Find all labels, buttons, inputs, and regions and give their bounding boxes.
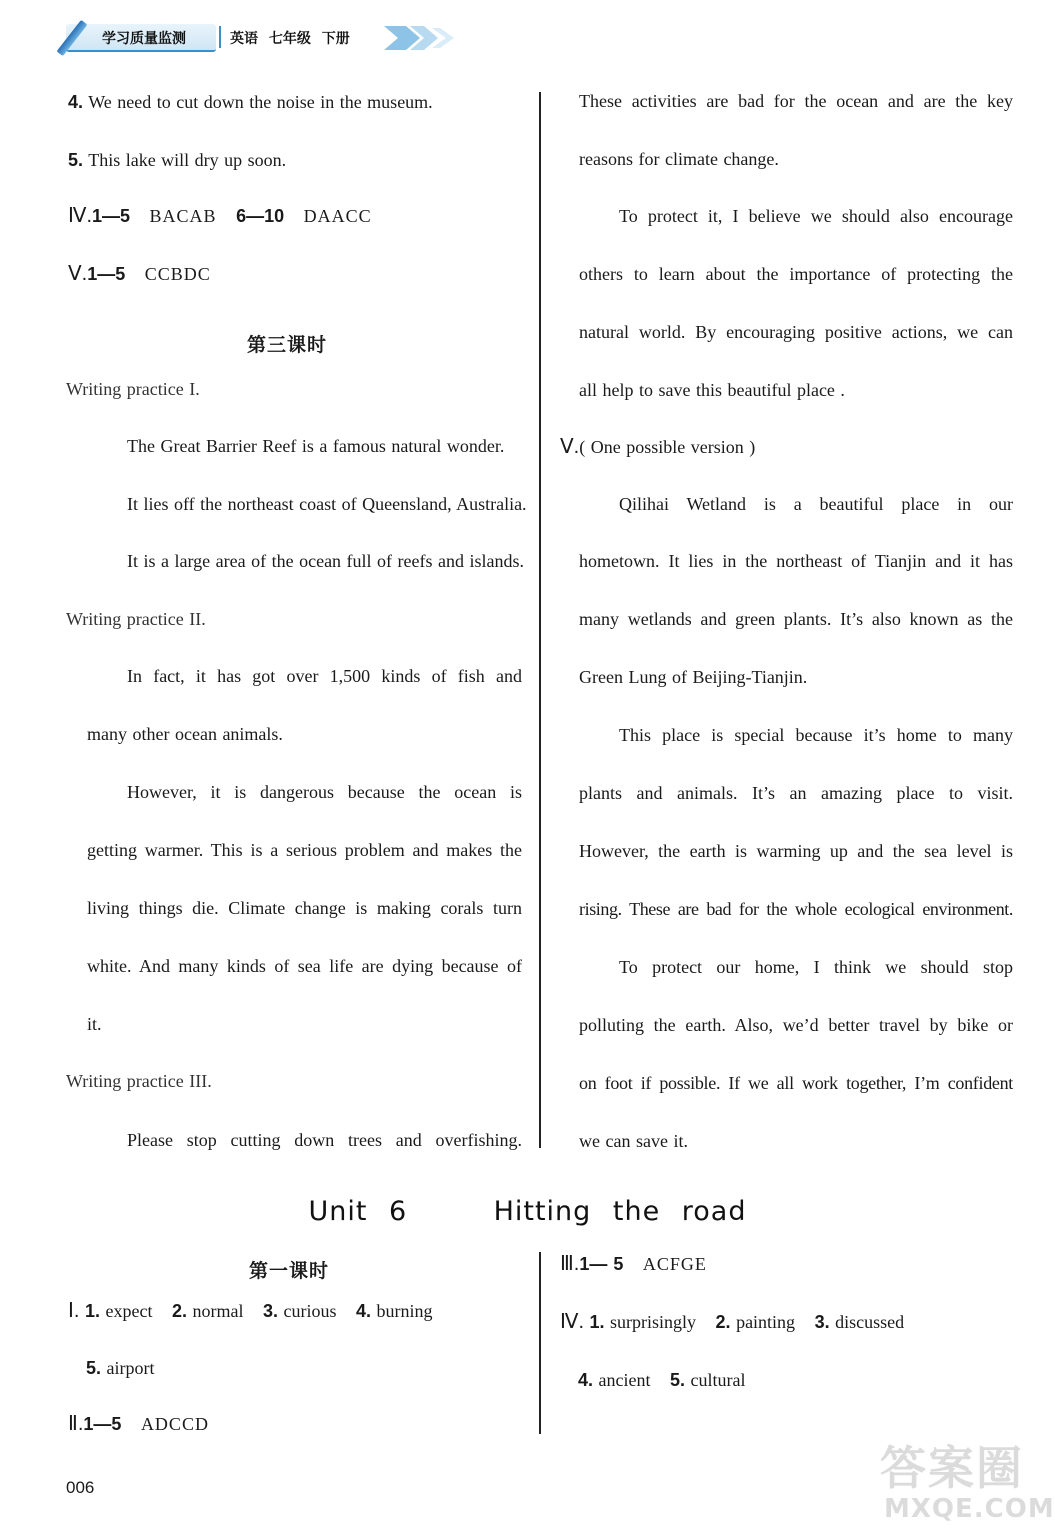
range-label: 1—5 [83, 1414, 122, 1434]
answer-key: CCBDC [144, 264, 211, 284]
paragraph-line: all help to save this beautiful place . [579, 380, 845, 400]
answer-word: painting [736, 1312, 796, 1332]
answer-word: curious [283, 1301, 337, 1321]
section-numeral: Ⅳ. [560, 1311, 585, 1333]
range-label: 6—10 [236, 206, 285, 226]
item-number: 1. [84, 1301, 100, 1321]
item-number: 5. [670, 1370, 686, 1390]
answer-word: burning [376, 1301, 433, 1321]
paragraph-line: The Great Barrier Reef is a famous natural wonder. [127, 436, 505, 456]
section-iv-answers [68, 205, 372, 227]
section-numeral: Ⅰ. [68, 1300, 80, 1322]
section-i-answers [68, 1300, 433, 1322]
range-label: 1—5 [87, 264, 126, 284]
item-number: 3. [814, 1312, 830, 1332]
paragraph-line: white. And many kinds of sea life are dying because of [87, 956, 522, 976]
paragraph-line: To protect our home, I think we should stop [619, 957, 1013, 977]
column-divider-bottom [539, 1252, 541, 1434]
section-numeral: Ⅲ. [560, 1253, 580, 1275]
item-number: 3. [262, 1301, 278, 1321]
version-label: ( One possible version ) [579, 437, 756, 457]
item-number: 2. [715, 1312, 731, 1332]
paragraph-line: we can save it. [579, 1131, 688, 1151]
header-meta [230, 28, 350, 48]
paragraph-line: hometown. It lies in the northeast of Tianjin and it has [579, 551, 1013, 571]
answer-word: normal [192, 1301, 244, 1321]
writing-practice-2-label: Writing practice II. [66, 609, 206, 629]
paragraph-line: Green Lung of Beijing-Tianjin. [579, 667, 808, 687]
section-i-answers-cont [86, 1357, 155, 1379]
section-v-answers [68, 263, 211, 285]
chevron-arrows-icon [384, 20, 464, 56]
book-series-title: 学习质量监测 [102, 31, 186, 47]
section-v-heading [560, 436, 755, 458]
paragraph-line: getting warmer. This is a serious problem and makes the [87, 840, 522, 860]
paragraph-line: others to learn about the importance of protecting the [579, 264, 1013, 284]
answer-5 [68, 149, 286, 171]
answer-text: This lake will dry up soon. [88, 150, 287, 170]
paragraph-line: rising. These are bad for the whole ecological environment. [579, 899, 1013, 919]
section-numeral: Ⅴ. [560, 436, 580, 458]
item-number: 1. [589, 1312, 605, 1332]
answer-key: ADCCD [140, 1414, 209, 1434]
lesson-1-heading: 第一课时 [249, 1260, 330, 1282]
paragraph-line: it. [87, 1014, 102, 1034]
writing-practice-1-label: Writing practice I. [66, 379, 200, 399]
answer-word: surprisingly [610, 1312, 697, 1332]
subject-label: 英语 [230, 31, 258, 47]
grade-label: 七年级 [268, 31, 311, 47]
answer-key: BACAB [149, 206, 217, 226]
paragraph-line: reasons for climate change. [579, 149, 779, 169]
volume-label: 下册 [321, 31, 350, 47]
answer-word: airport [106, 1358, 155, 1378]
watermark-logo [870, 1432, 1055, 1528]
paragraph-line: These activities are bad for the ocean and are the key [579, 91, 1013, 111]
paragraph-line: To protect it, I believe we should also encourage [619, 206, 1013, 226]
section-numeral: Ⅱ. [68, 1413, 84, 1435]
paragraph-line: many other ocean animals. [87, 724, 283, 744]
answer-text: We need to cut down the noise in the museum. [88, 92, 433, 112]
paragraph-line: polluting the earth. Also, we’d better travel by bike or [579, 1015, 1013, 1035]
item-number: 5. [86, 1358, 102, 1378]
answer-word: discussed [835, 1312, 905, 1332]
running-header [66, 20, 466, 56]
paragraph-line: However, it is dangerous because the ocean is [127, 782, 522, 802]
paragraph-line: natural world. By encouraging positive actions, we can [579, 322, 1013, 342]
paragraph-line: It is a large area of the ocean full of reefs and islands. [127, 551, 525, 571]
item-number: 2. [171, 1301, 187, 1321]
paragraph-line: Qilihai Wetland is a beautiful place in our [619, 494, 1013, 514]
section-iv-word-answers [560, 1311, 904, 1333]
lesson-3-heading: 第三课时 [247, 334, 328, 356]
range-label: 1—5 [92, 206, 131, 226]
answer-word: ancient [598, 1370, 651, 1390]
watermark-url: MXQE.COM [884, 1494, 1055, 1524]
item-number: 4. [355, 1301, 371, 1321]
unit-title: Unit 6 Hitting the road [308, 1196, 747, 1227]
section-iii-answers [560, 1253, 707, 1275]
answer-word: cultural [690, 1370, 746, 1390]
answer-key: ACFGE [642, 1254, 707, 1274]
item-number: 4. [68, 92, 84, 112]
section-numeral: Ⅴ. [68, 263, 88, 285]
item-number: 5. [68, 150, 84, 170]
paragraph-line: living things die. Climate change is making corals turn [87, 898, 522, 918]
watermark-text: 答案圈 [880, 1441, 1024, 1495]
paragraph-line: In fact, it has got over 1,500 kinds of fish and [127, 666, 522, 686]
section-iv-word-answers-cont [578, 1369, 746, 1391]
answer-4 [68, 91, 433, 113]
paragraph-line: Please stop cutting down trees and overfishing. [127, 1130, 522, 1150]
answer-key: DAACC [303, 206, 372, 226]
page-number: 006 [66, 1478, 95, 1497]
section-numeral: Ⅳ. [68, 205, 93, 227]
paragraph-line: plants and animals. It’s an amazing place to visit. [579, 783, 1013, 803]
paragraph-line: This place is special because it’s home to many [619, 725, 1013, 745]
paragraph-line: However, the earth is warming up and the sea level is [579, 841, 1013, 861]
header-divider [219, 26, 221, 48]
paragraph-line: It lies off the northeast coast of Queensland, Australia. [127, 494, 527, 514]
paragraph-line: many wetlands and green plants. It’s also known as the [579, 609, 1013, 629]
item-number: 4. [578, 1370, 594, 1390]
range-label: 1— 5 [579, 1254, 624, 1274]
section-ii-answers [68, 1413, 209, 1435]
column-divider-top [539, 92, 541, 1148]
paragraph-line: on foot if possible. If we all work together, I’m confident [579, 1073, 1013, 1093]
writing-practice-3-label: Writing practice III. [66, 1071, 212, 1091]
answer-word: expect [105, 1301, 153, 1321]
